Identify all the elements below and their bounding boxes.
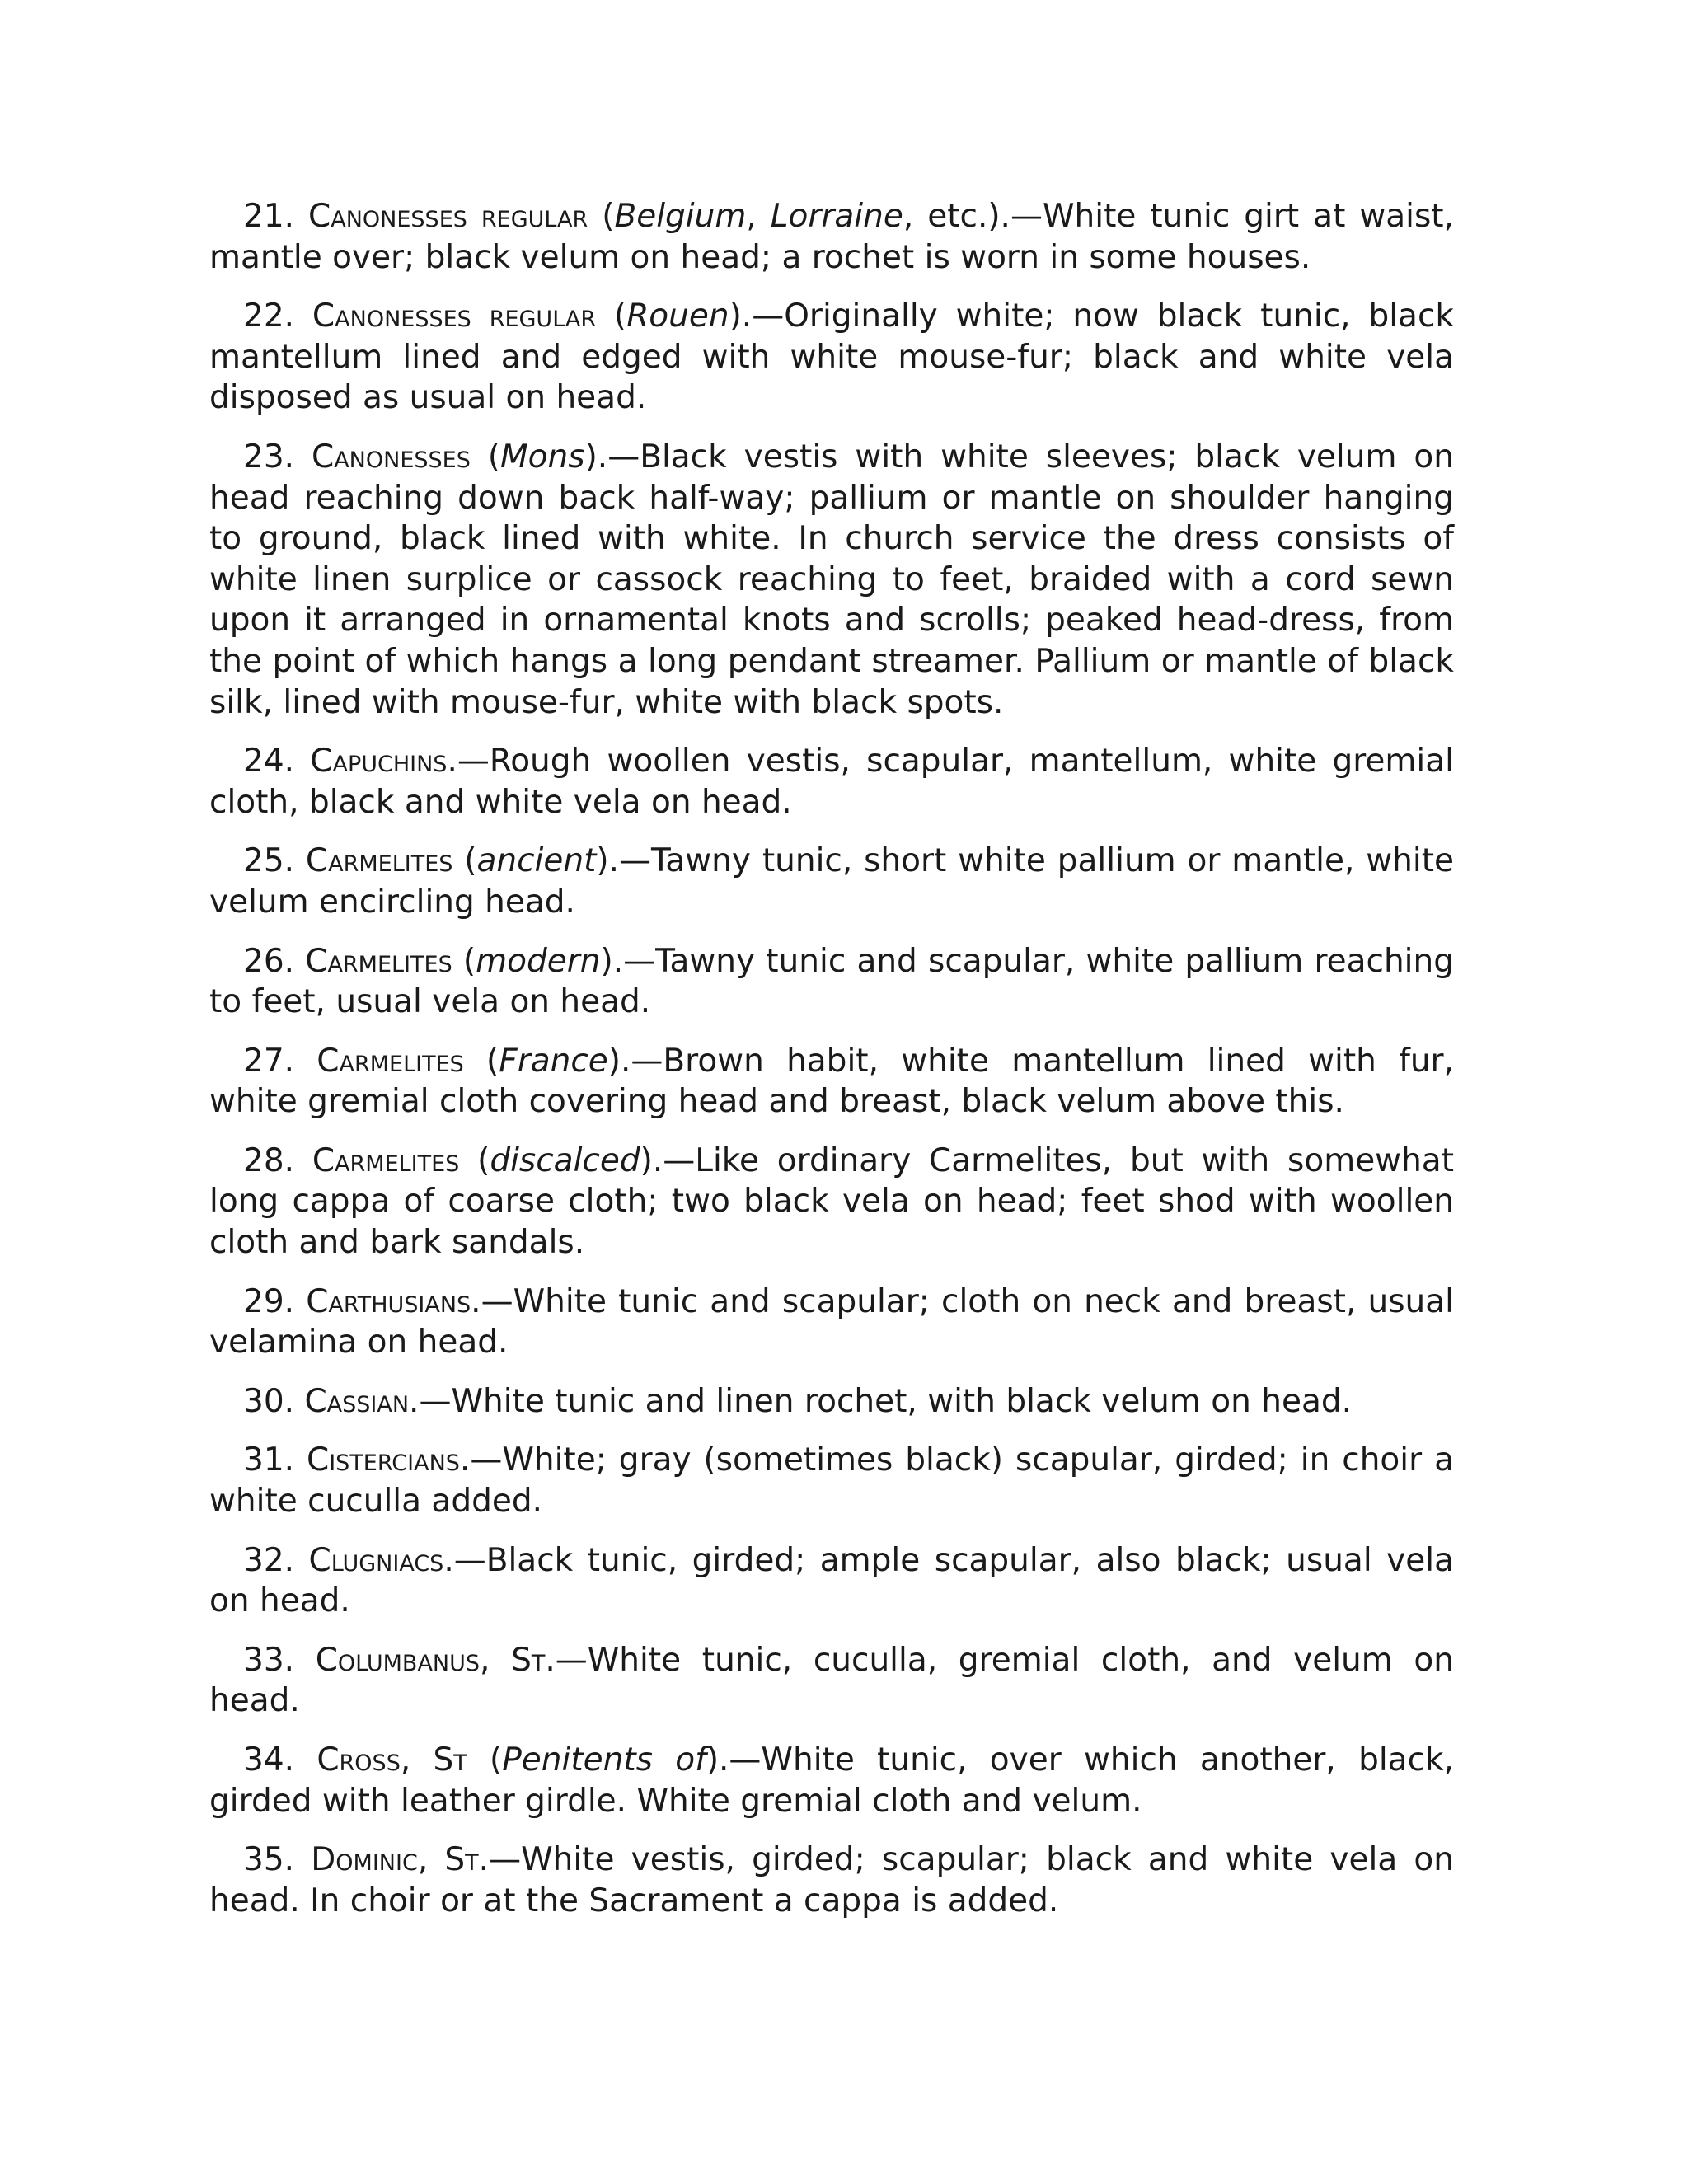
entry-heading: St [511, 1641, 546, 1679]
entry-number: 32. [243, 1541, 295, 1579]
entry-text: .—Rough woollen vestis, scapular, mantellum, white gremial cloth, black and white vela on head. [209, 743, 1454, 821]
entry-text: , [417, 1841, 445, 1879]
entry-number: 25. [243, 842, 295, 880]
entry-heading: Dominic [311, 1841, 418, 1879]
entry-number: 26. [243, 942, 295, 980]
entry-text: ( [470, 438, 501, 476]
entry-number: 34. [243, 1741, 295, 1779]
entry-text: , etc.).—White tunic girt at waist, mantle over; black velum on head; a rochet is worn in some houses. [209, 198, 1454, 276]
entry-heading: St [444, 1841, 479, 1879]
entry-qualifier: ancient [476, 842, 597, 880]
entry-text: ).—Originally white; now black tunic, black mantellum lined and edged with white mouse-fur; black and white vela disposed as usual on head. [209, 298, 1454, 417]
entry-number: 31. [243, 1441, 295, 1479]
entry-paragraph [209, 1141, 1454, 1263]
entry-heading: Carmelites [312, 1141, 460, 1179]
entry-list [209, 196, 1454, 1921]
entry-text: .—Black tunic, girded; ample scapular, also black; usual vela on head. [209, 1541, 1454, 1620]
entry-heading: Cassian [304, 1382, 410, 1420]
entry-text: , [400, 1741, 434, 1779]
entry-qualifier: modern [476, 942, 601, 980]
entry-number: 27. [243, 1042, 295, 1080]
entry-heading: Canonesses regular [308, 198, 588, 235]
entry-text: ).—Like ordinary Carmelites, but with somewhat long cappa of coarse cloth; two black vela on head; feet shod with woollen cloth and bark sandals. [209, 1141, 1454, 1262]
entry-heading: Carmelites [305, 842, 453, 880]
entry-number: 35. [243, 1841, 295, 1879]
entry-paragraph [209, 1540, 1454, 1622]
entry-text: .—White; gray (sometimes black) scapular, girded; in choir a white cuculla added. [209, 1441, 1454, 1521]
entry-qualifier: Rouen [626, 298, 729, 335]
entry-paragraph [209, 941, 1454, 1023]
entry-paragraph [209, 1440, 1454, 1521]
entry-text: .—White tunic and scapular; cloth on neck and breast, usual velamina on head. [209, 1282, 1454, 1361]
entry-paragraph [209, 437, 1454, 723]
entry-heading: Carmelites [305, 942, 452, 980]
entry-text: ).—Tawny tunic and scapular, white pallium reaching to feet, usual vela on head. [209, 942, 1454, 1021]
entry-text: .—White vestis, girded; scapular; black and white vela on head. In choir or at the Sacrament a cappa is added. [209, 1841, 1454, 1919]
entry-heading: Carthusians [306, 1282, 471, 1320]
entry-text: ).—White tunic, over which another, black, girded with leather girdle. White gremial cloth and velum. [209, 1741, 1454, 1820]
entry-number: 24. [243, 743, 295, 780]
entry-qualifier: France [499, 1042, 608, 1080]
entry-text: ( [596, 298, 627, 335]
entry-heading: Capuchins [310, 743, 448, 780]
entry-paragraph [209, 1740, 1454, 1821]
document-page [209, 196, 1454, 1921]
entry-number: 23. [243, 438, 295, 476]
entry-heading: Cross [316, 1741, 401, 1779]
entry-number: 21. [243, 198, 295, 235]
entry-heading: Columbanus [315, 1641, 481, 1679]
entry-text: ).—Black vestis with white sleeves; black velum on head reaching down back half-way; pallium or mantle on shoulder hanging to ground, black lined with white. In church service the dress consists of white linen surplice or cassock reaching to feet, braided with a cord sewn upon it arranged in ornamental knots and scrolls; peaked head-dress, from the point of which hangs a long pendant streamer. Pallium or mantle of black silk, lined with mouse-fur, white with black spots. [209, 438, 1454, 721]
entry-text: ( [588, 198, 615, 235]
entry-paragraph [209, 1041, 1454, 1122]
entry-text: ).—Tawny tunic, short white pallium or mantle, white velum encircling head. [209, 842, 1454, 921]
entry-number: 28. [243, 1141, 295, 1179]
entry-number: 33. [243, 1641, 295, 1679]
entry-heading: St [433, 1741, 467, 1779]
entry-qualifier: Mons [500, 438, 585, 476]
entry-paragraph [209, 741, 1454, 823]
entry-text: .—White tunic, cuculla, gremial cloth, and velum on head. [209, 1641, 1454, 1720]
entry-text: ( [452, 942, 476, 980]
entry-paragraph [209, 1381, 1454, 1422]
entry-text: ( [459, 1141, 490, 1179]
entry-heading: Clugniacs [308, 1541, 444, 1579]
entry-heading: Cistercians [306, 1441, 460, 1479]
entry-qualifier: discalced [490, 1141, 640, 1179]
entry-qualifier: Lorraine [770, 198, 903, 235]
entry-text: ( [463, 1042, 499, 1080]
entry-text: ( [452, 842, 477, 880]
entry-paragraph [209, 196, 1454, 278]
entry-paragraph [209, 1840, 1454, 1921]
entry-number: 30. [243, 1382, 295, 1420]
entry-paragraph [209, 296, 1454, 419]
entry-number: 22. [243, 298, 295, 335]
entry-paragraph [209, 1282, 1454, 1363]
entry-heading: Canonesses [311, 438, 471, 476]
entry-text: , [746, 198, 771, 235]
entry-heading: Carmelites [316, 1042, 464, 1080]
entry-paragraph [209, 841, 1454, 922]
entry-paragraph [209, 1640, 1454, 1722]
entry-text: ( [467, 1741, 503, 1779]
entry-text: .—White tunic and linen rochet, with black velum on head. [409, 1382, 1352, 1420]
entry-heading: Canonesses regular [312, 298, 597, 335]
entry-number: 29. [243, 1282, 295, 1320]
entry-qualifier: Belgium [614, 198, 747, 235]
entry-qualifier: Penitents of [502, 1741, 706, 1779]
entry-text: , [480, 1641, 512, 1679]
entry-text: ).—Brown habit, white mantellum lined with fur, white gremial cloth covering head and breast, black velum above this. [209, 1042, 1454, 1121]
